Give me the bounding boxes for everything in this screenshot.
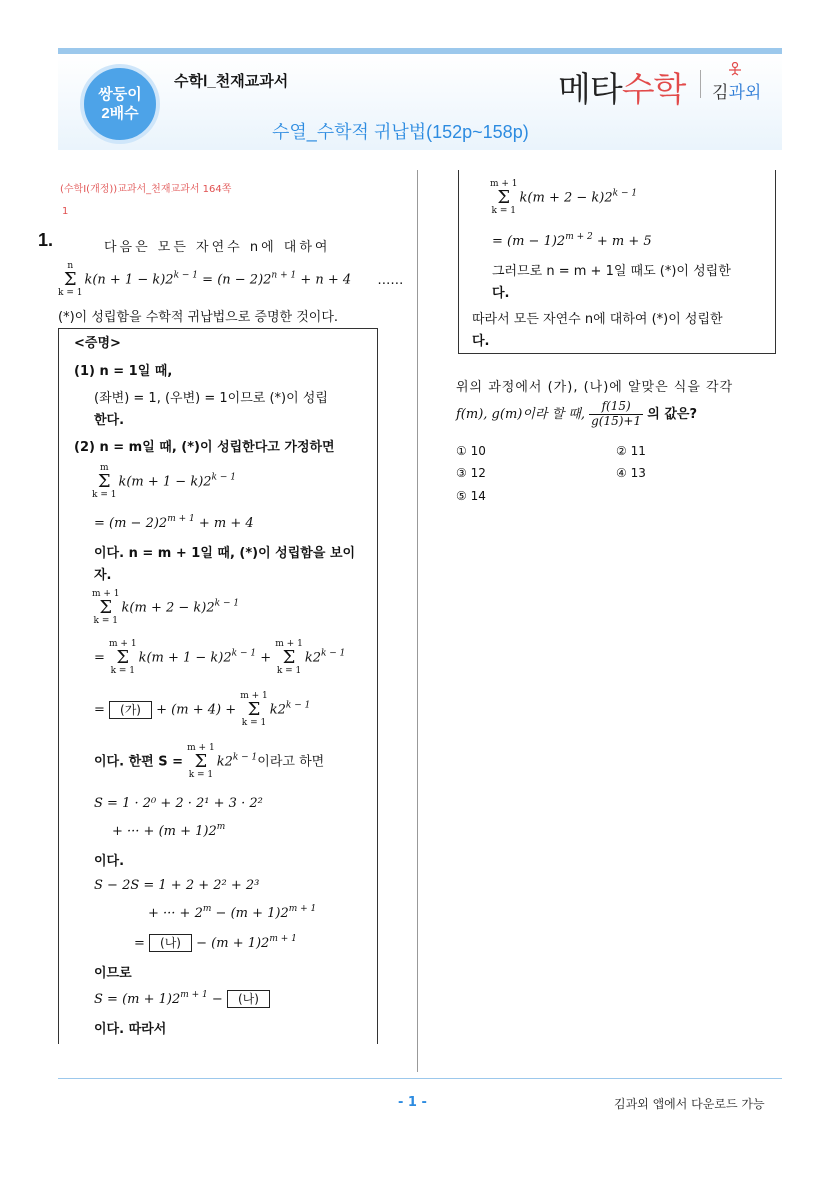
source-reference: (수학I(개정))교과서_천재교과서 164쪽 (60, 184, 232, 195)
brand-sub-part2: 과외 (728, 83, 762, 102)
proof-eq5: = (가) + (m + 4) + m + 1 Σ k = 1 $k2^{k - 1}$ (94, 691, 311, 728)
proof-line-d: 이므로 (94, 966, 132, 981)
cont-eq2: = $(m - 1)2^{m + 2} + m + 5$ (492, 232, 652, 249)
blank-na: (나) (149, 934, 192, 952)
cont-line2: 따라서 모든 자연수 n에 대하여 (*)이 성립한 (472, 312, 723, 327)
sigma-symbol: m + 1 Σ k = 1 (109, 639, 137, 676)
page-number: - 1 - (398, 1095, 427, 1110)
proof-eq2: = $(m - 2)2^{m + 1} + m + 4$ (94, 514, 254, 531)
source-index: 1 (62, 206, 69, 217)
brand-divider (700, 70, 701, 98)
cont-line1b: 다. (492, 286, 510, 301)
proof-line-b: 이다. 한편 S = m + 1 Σ k = 1 $k2^{k - 1}$이라고 하면 (94, 743, 325, 780)
cont-line1: 그러므로 n = m + 1일 때도 (*)이 성립한 (492, 264, 731, 279)
choice-3[interactable]: ③ 12 (456, 466, 486, 480)
cont-line2b: 다. (472, 334, 490, 349)
proof-eq4: = m + 1 Σ k = 1 $k(m + 1 - k)2^{k - 1}$ + m + 1 Σ k = 1 $k2^{k - 1}$ (94, 639, 346, 676)
sigma-symbol: m Σ k = 1 (92, 463, 117, 500)
sigma-symbol: m + 1 Σ k = 1 (240, 691, 268, 728)
proof-eq9: $S = (m + 1)2^{m + 1}$ − (나) (94, 990, 270, 1008)
proof-line-e: 이다. 따라서 (94, 1022, 167, 1037)
blank-na-2: (나) (227, 990, 270, 1008)
question-number: 1. (38, 230, 54, 250)
cont-eq1: m + 1 Σ k = 1 $k(m + 2 - k)2^{k - 1}$ (490, 179, 638, 216)
brand-logo-part2: 수학 (621, 71, 686, 109)
sigma-symbol: m + 1 Σ k = 1 (490, 179, 518, 216)
proof-eq6b: + ··· + $(m + 1)2^m$ (112, 822, 226, 839)
proof-step1-body2: 한다. (94, 413, 125, 428)
sigma-symbol: n Σ k = 1 (58, 261, 83, 298)
footer-rule (58, 1078, 782, 1079)
stem-equation: n Σ k = 1 $k(n + 1 - k)2^{k - 1} = (n - 2)2^{n + 1} + n + 4$ …… (58, 261, 404, 298)
choice-1[interactable]: ① 10 (456, 444, 486, 458)
sigma-symbol: m + 1 Σ k = 1 (187, 743, 215, 780)
column-divider (417, 170, 418, 1072)
proof-eq7: S − 2S = 1 + 2 + 2² + 2³ (94, 878, 260, 893)
proof-step2-title: (2) n = m일 때, (*)이 성립한다고 가정하면 (74, 440, 335, 455)
proof-line-a2: 자. (94, 568, 112, 583)
brand-logo-part1: 메타 (558, 71, 622, 109)
brand-sub-part1: 김 (712, 83, 729, 102)
choice-2[interactable]: ② 11 (616, 444, 646, 458)
sigma-symbol: m + 1 Σ k = 1 (92, 589, 120, 626)
blank-ga: (가) (109, 701, 152, 719)
stem-line1: 다음은 모든 자연수 n에 대하여 (104, 240, 331, 255)
brand-sub-logo (712, 78, 761, 103)
person-icon (726, 62, 744, 76)
proof-step1-title: (1) n = 1일 때, (74, 364, 173, 379)
proof-step1-body: (좌변) = 1, (우변) = 1이므로 (*)이 성립 (94, 391, 328, 406)
sigma-symbol: m + 1 Σ k = 1 (275, 639, 303, 676)
unit-title: 수열_수학적 귀납법(152p~158p) (272, 122, 529, 142)
proof-eq7b: + ··· + $2^m - (m + 1)2^{m + 1}$ (148, 904, 317, 921)
ask-line1: 위의 과정에서 (가), (나)에 알맞은 식을 각각 (456, 380, 734, 395)
footer-note: 김과외 앱에서 다운로드 가능 (614, 1097, 765, 1111)
badge-line2: 2배수 (101, 105, 139, 122)
proof-eq1: m Σ k = 1 $k(m + 1 - k)2^{k - 1}$ (92, 463, 236, 500)
proof-eq3: m + 1 Σ k = 1 $k(m + 2 - k)2^{k - 1}$ (92, 589, 240, 626)
badge-line1: 쌍둥이 (98, 86, 142, 103)
proof-eq8: = (나) − $(m + 1)2^{m + 1}$ (134, 934, 297, 951)
ask-line2: f(m), g(m)이라 할 때, $\frac{f(15)}{g(15)+1}$ 의 값은? (456, 399, 698, 428)
stem-line3: (*)이 성립함을 수학적 귀납법으로 증명한 것이다. (58, 310, 339, 325)
brand-logo (558, 62, 685, 111)
proof-heading: <증명> (74, 336, 121, 351)
ask-fraction: $\frac{f(15)}{g(15)+1}$ (591, 399, 642, 428)
proof-eq6: S = 1 · 2⁰ + 2 · 2¹ + 3 · 2² (94, 796, 263, 811)
proof-line-a1: 이다. n = m + 1일 때, (*)이 성립함을 보이 (94, 546, 356, 561)
choice-5[interactable]: ⑤ 14 (456, 489, 486, 503)
choice-4[interactable]: ④ 13 (616, 466, 646, 480)
subject-label: 수학Ⅰ_천재교과서 (174, 73, 289, 90)
proof-line-c: 이다. (94, 854, 125, 869)
